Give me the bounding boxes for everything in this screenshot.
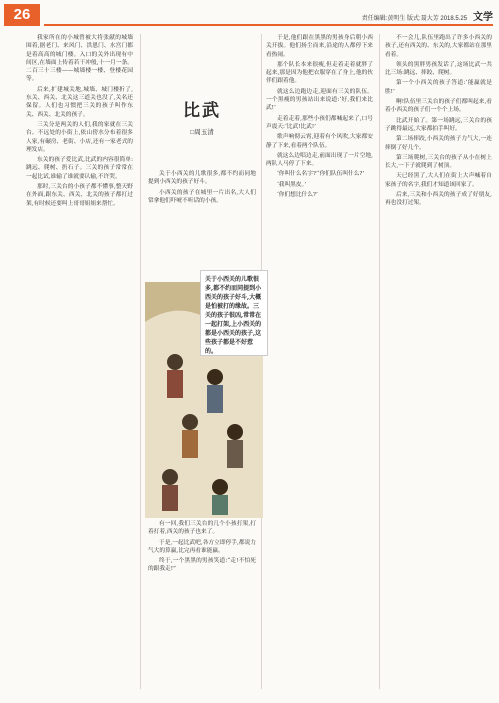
paragraph: 于是,他们跟在黑黑的男孩身后朝小西关开拔。他们扬尘而来,沿途的人都停下来看热闹。 [266,35,373,58]
paragraph: 领头的黑胖男孩发话了,这场比武一共比三场:跳远、摔跤、爬树。 [385,61,492,77]
article-author: □周玉清 [190,129,214,136]
column-4 [385,34,492,689]
column-divider [379,34,380,689]
paragraph: 小西关的孩子在城里一片出名,大人们常拿他们吓唬不听话的小孩。 [148,189,256,204]
pull-quote: 关于小西关的儿歌很多,都不约而同提到小西关的孩子好斗,大概是怕被打的缘故。三关的孩子很凶,常常在一起打架,上小西关的都是小西关的孩子,这些孩子都是不好惹的。 [200,270,268,356]
paragraph: 就这么边跑边走,迎面有三关的队伍。一个黑瘦的男孩站出来说道:‘好,我们来比武!’ [266,88,373,112]
paragraph: 啊!队伍里三关台的孩子们都叫起来,看着小西关的孩子们一个个上场。 [385,99,492,114]
paragraph: ‘我叫黑皮。’ [277,181,307,188]
paragraph: 后来,三关和小西关的孩子成了好朋友,再也没打过架。 [385,192,492,207]
paragraph: 那个队长本来很瘦,但走着走着就胖了起来,那是因为他把衣服穿在了身上,他的伙伴们跟着他。 [266,61,373,85]
article-title: 比武 [183,101,221,121]
column-2-top [148,170,256,280]
paragraph: 第一个小西关的孩子答道:‘能赢就是胜!’ [385,80,492,95]
paragraph: 比武开始了。第一场跳远,三关台的孩子跳得最远,大家都拍手叫好。 [385,117,492,132]
page-header [44,8,493,26]
paragraph: 天已经黑了,大人们在街上大声喊着自家孩子的名字,我们才知道该回家了。 [385,173,492,188]
section-title: 文学 [473,12,493,23]
paragraph: 就这么边唱边走,前面出现了一片空地,两队人马停了下来。 [266,152,373,168]
paragraph: 歌声响彻云霄,迎着有个风吹,大家都安静了下来,看着两个队伍。 [266,134,373,149]
column-2-bottom [148,520,256,689]
paragraph: 有一回,我们三关台的几个小孩打架,打着打着,西关的孩子也来了。 [148,521,256,536]
paragraph: 我家所在的小城曾被大将张献的城墙围着,据老门、来风门、洪恩门、水宫门都是着高高的城门楼。入口的关外出现有中间区,在墙面上传着若干冲般,十一月一条。二百三十三楼——城墙楼一楼、登楼花园等。 [26,35,133,83]
column-divider [140,34,141,689]
paragraph: 东关的孩子爱比武,比武的内容很简单:跳远、爬树、扔石子。三关的孩子常常在一起比试,谁输了谁就要认输,不许哭。 [26,157,133,180]
column-1 [26,34,133,689]
paragraph: ‘你们想比什么?’ [277,192,318,199]
paragraph: 关于小西关的儿歌很多,都不约而同地提到小西关的孩子好斗。 [148,171,256,186]
paragraph: 不一会儿,队伍里跑出了许多小西关的孩子,还有西关的、东关的,大家都站在那里看着。 [385,35,492,58]
article-title-block [150,96,254,158]
paragraph: 那时,三关台的小孩子都不懂事,整天野在外面,跟东关、西关、北关的孩子都打过架,有时候还要叫上哥哥姐姐来帮忙。 [26,184,133,207]
page-number: 26 [4,4,40,26]
paragraph: 后来,扩建城关地,城墙、城门楼折了,东关、西关、北关这三道关也没了,关名还保留。人们也习惯把三关的孩子叫作东关、西关、北关的孩子。 [26,86,133,118]
paragraph: 三关分是两关的人们,我的家就在三关台。不远处的小街上,依山傍水分布着很多人家,有碾房、老街、小店,还有一家老式的理发店。 [26,121,133,153]
paragraph: 终于,一个黑黑的男孩笑道:“走!不怕死的跟我走!” [148,558,256,573]
paragraph: 第二场摔跤,小西关的孩子力气大,一连摔倒了好几个。 [385,136,492,151]
paragraph: 于是,一起比武吧,各方立即停手,都说力气大的算赢,比完再看谁能赢。 [148,539,256,554]
paragraph: 走着走着,那些小孩们都喊起来了,口号声震天:‘比武!比武!’ [266,115,373,130]
paragraph: ‘你叫什么名字?’‘你们队伍叫什么?’ [277,171,365,178]
paragraph: 第三场爬树,三关台的孩子从小在树上长大,一下子就爬到了树顶。 [385,154,492,170]
column-3 [266,34,373,689]
header-meta: 责任编辑:黄明生 版式:聂大芳 2018.5.25 [361,16,468,22]
